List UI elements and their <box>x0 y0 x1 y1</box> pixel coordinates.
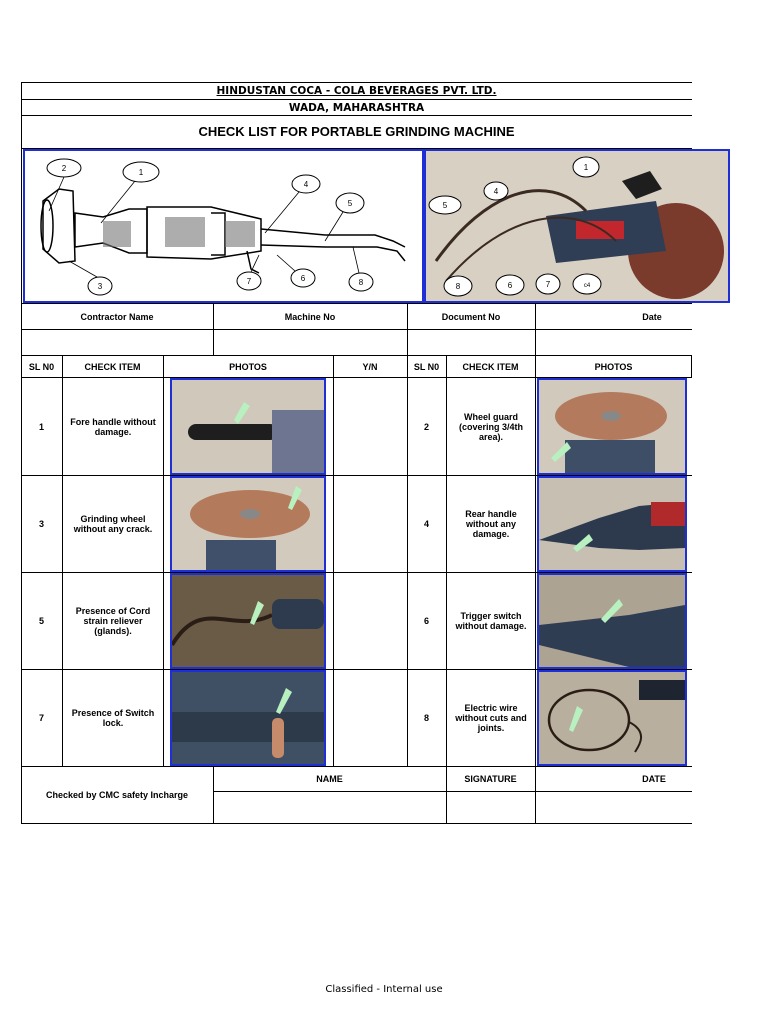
signoff-date-label: DATE <box>642 774 666 784</box>
col-header-sl-no: SL N0 <box>28 361 55 372</box>
name-label: NAME <box>316 774 343 784</box>
callout-label: 4 <box>303 180 309 189</box>
table-row-number: 1 <box>38 421 44 432</box>
callout-label: 1 <box>583 163 589 172</box>
col-header-sl-no-2: SL N0 <box>413 361 440 372</box>
machine-no-label: Machine No <box>284 311 336 322</box>
check-item-text: Presence of Cord strain reliever (glands). <box>75 606 151 636</box>
callout-label: 8 <box>455 282 461 291</box>
check-item-text: Fore handle without damage. <box>70 416 156 437</box>
check-item-text: Grinding wheel without any crack. <box>73 514 153 534</box>
table-row-number: 6 <box>423 616 429 626</box>
table-row-number: 5 <box>38 616 44 626</box>
electric-wire-photo <box>537 670 687 766</box>
callout-label: 7 <box>246 277 252 286</box>
check-item-text: Electric wire without cuts and joints. <box>455 703 527 733</box>
check-item-text: Wheel guard (covering 3/4th area). <box>458 411 523 442</box>
col-header-check-item-2: CHECK ITEM <box>462 361 519 372</box>
switch-lock-photo <box>170 670 326 766</box>
callout-label: 5 <box>347 199 353 208</box>
table-row-number: 7 <box>38 713 44 723</box>
contractor-name-label: Contractor Name <box>80 311 154 322</box>
page-title: CHECK LIST FOR PORTABLE GRINDING MACHINE <box>198 124 515 139</box>
grinding-wheel-photo <box>170 476 326 572</box>
callout-label: 5 <box>442 201 448 210</box>
callout-label: 4 <box>493 187 499 196</box>
col-header-yn: Y/N <box>362 361 378 372</box>
callout-label: 7 <box>545 280 551 289</box>
cord-strain-reliever-photo <box>170 573 326 669</box>
trigger-switch-photo <box>537 573 687 669</box>
callout-label: 2 <box>61 164 67 173</box>
check-item-text: Trigger switch without damage. <box>455 611 527 631</box>
signature-label: SIGNATURE <box>464 774 517 784</box>
rear-handle-photo <box>537 476 687 572</box>
company-location: WADA, MAHARASHTRA <box>288 101 425 114</box>
fore-handle-photo <box>170 378 326 475</box>
check-item-text: Presence of Switch lock. <box>71 708 155 728</box>
checked-by-label: Checked by CMC safety Incharge <box>45 790 189 800</box>
table-row-number: 2 <box>423 421 429 432</box>
table-row-number: 8 <box>423 713 429 723</box>
wheel-guard-photo <box>537 378 687 475</box>
document-no-label: Document No <box>441 311 501 322</box>
col-header-photos: PHOTOS <box>229 361 267 372</box>
callout-label: 3 <box>97 282 103 291</box>
check-item-text: Rear handle without any damage. <box>465 509 517 539</box>
table-row-number: 3 <box>38 519 44 529</box>
date-label: Date <box>642 311 662 322</box>
col-header-check-item: CHECK ITEM <box>84 361 141 372</box>
callout-label: 6 <box>300 274 306 283</box>
callout-label: c4 <box>583 283 591 289</box>
table-row-number: 4 <box>423 519 429 529</box>
company-name: HINDUSTAN COCA - COLA BEVERAGES PVT. LTD. <box>216 85 497 97</box>
callout-label: 8 <box>358 278 364 287</box>
grinder-line-diagram <box>23 149 424 303</box>
callout-label: 6 <box>507 281 513 290</box>
callout-label: 1 <box>138 168 144 177</box>
classification-footer: Classified - Internal use <box>325 984 443 995</box>
col-header-photos-2: PHOTOS <box>594 361 633 372</box>
grinder-photo-diagram <box>424 149 730 303</box>
